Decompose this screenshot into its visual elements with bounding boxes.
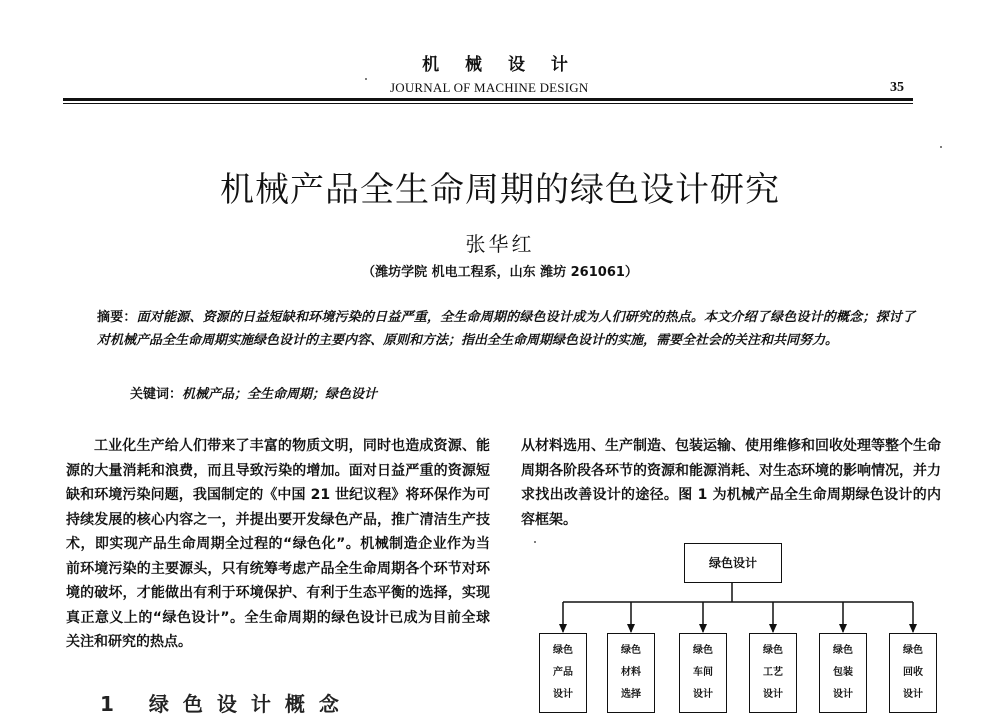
diagram-child-text: 设计 xyxy=(903,689,923,700)
diagram-child-text: 选择 xyxy=(621,689,641,700)
journal-name-chinese: 机 械 设 计 xyxy=(422,55,578,75)
diagram-child-box xyxy=(889,633,937,713)
child-drop-lines xyxy=(559,602,917,633)
author-name: 张华红 xyxy=(465,232,535,256)
diagram-child-text: 设计 xyxy=(763,689,783,700)
diagram-child-box xyxy=(607,633,655,713)
child-arrow-head xyxy=(699,624,707,633)
section-heading-partial: 1 绿色设计概念 xyxy=(100,692,353,716)
article-title: 机械产品全生命周期的绿色设计研究 xyxy=(220,170,780,210)
diagram-child-text: 回收 xyxy=(903,667,923,678)
keywords-label: 关键词： xyxy=(130,387,183,402)
abstract-label: 摘要： xyxy=(97,310,137,325)
body-left-column: 工业化生产给人们带来了丰富的物质文明，同时也造成资源、能源的大量消耗和浪费，而且导致污染的增加。面对日益严重的资源短缺和环境污染问题，我国制定的《中国 21 世纪议程》将环保作为可持续发展的核心内容之一，并提出要开发绿色产品，推广清洁生产技术，即实现产品生命周期全过程的“绿色化”。机械制造企业作为当前环境污染的主要源头，只有统筹考虑产品全生命周期各个环节对环境的破坏，才能做出有利于环境保护、有利于生态平衡的选择，实现真正意义上的“绿色设计”。全生命周期的绿色设计已成为目前全球关注和研究的热点。 xyxy=(66,438,490,650)
diagram-child-text: 设计 xyxy=(553,689,573,700)
abstract xyxy=(97,306,915,352)
diagram-child-box xyxy=(539,633,587,713)
diagram-child-text: 设计 xyxy=(693,689,713,700)
diagram-child-text: 绿色 xyxy=(693,645,713,656)
diagram-root-box: 绿色设计 xyxy=(684,543,782,583)
author-affiliation: （潍坊学院 机电工程系，山东 潍坊 261061） xyxy=(362,265,638,280)
keywords-text: 机械产品；全生命周期；绿色设计 xyxy=(182,387,378,402)
child-arrow-head xyxy=(839,624,847,633)
diagram-child-box xyxy=(679,633,727,713)
scan-speck xyxy=(365,78,367,80)
diagram-child-text: 绿色 xyxy=(763,645,783,656)
diagram-child-text: 绿色 xyxy=(833,645,853,656)
diagram-child-text: 绿色 xyxy=(553,645,573,656)
diagram-child-text: 设计 xyxy=(833,689,853,700)
journal-name-english: JOURNAL OF MACHINE DESIGN xyxy=(390,80,589,95)
diagram-child-text: 绿色 xyxy=(903,645,923,656)
diagram-child-box xyxy=(749,633,797,713)
child-arrow-head xyxy=(769,624,777,633)
scan-speck xyxy=(940,146,942,148)
figure-1-diagram xyxy=(527,540,947,704)
diagram-child-text: 工艺 xyxy=(763,667,783,678)
child-arrow-head xyxy=(559,624,567,633)
abstract-text: 面对能源、资源的日益短缺和环境污染的日益严重，全生命周期的绿色设计成为人们研究的热点。本文介绍了绿色设计的概念；探讨了对机械产品全生命周期实施绿色设计的主要内容、原则和方法；指出全生命周期绿色设计的实施，需要全社会的关注和共同努力。 xyxy=(97,310,915,348)
page-number: 35 xyxy=(890,80,904,95)
child-arrow-head xyxy=(627,624,635,633)
diagram-child-text: 包装 xyxy=(833,667,853,678)
diagram-child-box xyxy=(819,633,867,713)
child-arrow-head xyxy=(909,624,917,633)
diagram-child-text: 车间 xyxy=(693,667,713,678)
header-rule xyxy=(63,98,913,104)
diagram-child-text: 产品 xyxy=(553,667,573,678)
body-right-column: 从材料选用、生产制造、包装运输、使用维修和回收处理等整个生命周期各阶段各环节的资源和能源消耗、对生态环境的影响情况，并力求找出改善设计的途径。图 1 为机械产品全生命周期绿色设计的内容框架。 xyxy=(521,438,941,528)
diagram-child-text: 材料 xyxy=(621,667,641,678)
keywords xyxy=(130,383,377,402)
diagram-child-text: 绿色 xyxy=(621,645,641,656)
